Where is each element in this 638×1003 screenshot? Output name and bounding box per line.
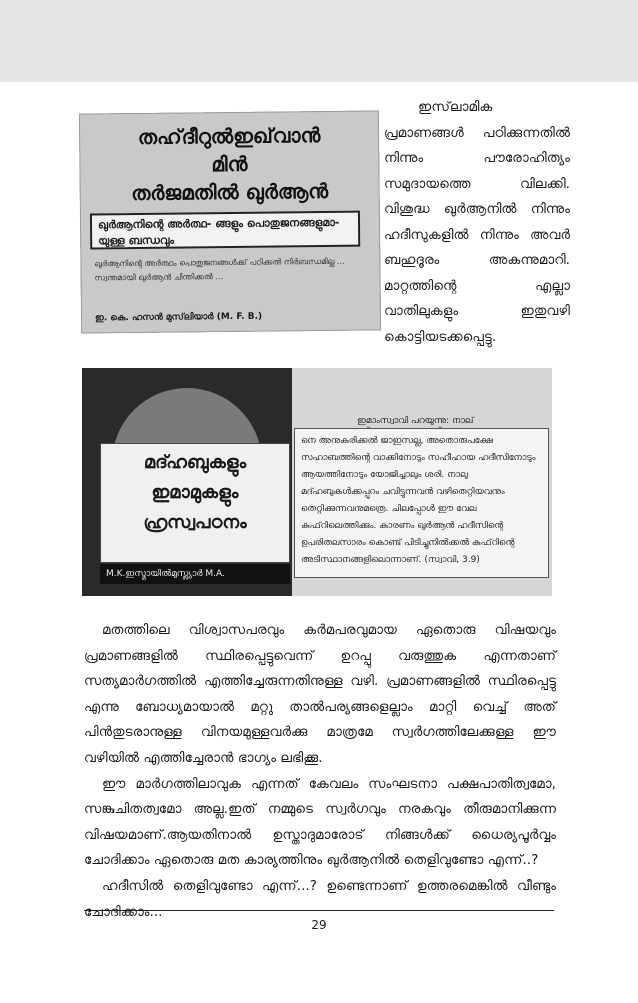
clipping1-boxed-heading: ഖുർആനിന്റെ അർത്ഥ- ങ്ങളും പൊതുജനങ്ങളുമാ- യുള്ള ബന്ധവും xyxy=(90,211,360,250)
poster-line1: മദ്ഹബുകളും xyxy=(143,452,247,473)
poster-author-strip: M.K.ഇസ്മായിൽമുസ്ല്യാർ M.A. xyxy=(100,564,290,584)
quote-heading: ഇമാംസ്വാവി പറയുന്നു: നാല് xyxy=(357,416,474,426)
page-number: 29 xyxy=(311,918,327,932)
side-paragraph xyxy=(384,95,570,350)
main-paragraph-3: ഹദീസിൽ തെളിവുണ്ടോ എന്ന്...? ഉണ്ടെന്നാണ് ഉത്തരമെങ്കിൽ വീണ്ടും ചോദിക്കാം... xyxy=(84,877,556,920)
clipping1-title-line1: തഹ്‌ദീറുൽഇഖ്‌വാൻ xyxy=(137,123,321,149)
clipping2-poster xyxy=(100,443,290,563)
clipping1-title-line3: തർജമതിൽ ഖുർആൻ xyxy=(131,178,329,206)
side-paragraph-text: ഇസ്‌ലാമിക പ്രമാണങ്ങൾ പഠിക്കുന്നതിൽ നിന്നും പൗരോഹിത്യം സമുദായത്തെ വിലക്കി. വിശുദ്ധ ഖുർആനിൽ നിന്നും ഹദീസുകളിൽ നിന്നും അവർ ബഹുദൂരം അകന്നുമാറി. മാറ്റത്തിന്റെ എല്ലാ വാതിലുകളും ഇതുവഴി കൊട്ടിയടക്കപ്പെട്ടു. xyxy=(384,99,570,345)
clipping-tahdeer xyxy=(79,110,381,333)
footer-rule xyxy=(84,910,554,911)
clipping-madhab xyxy=(82,368,552,596)
clipping1-title-line2: മിൻ xyxy=(211,151,248,177)
quote-text: നെ അനുകരിക്കൽ ജാഇസല്ല, അതൊരുപക്ഷേ സഹാബത്തിന്റെ വാക്കിനോടും സഹീഹായ ഹദീസിനോടും ആയത്തിനോടും യോജിച്ചാലും ശരി. നാലു മദ്ഹബുകൾക്കപ്പുറം ചവിട്ടുന്നവൻ വഴിതെറ്റിയവനും തെറ്റിക്കുന്നവനുമത്രെ. ചിലപ്പോൾ ഈ വേല കുഫ്‌റിലെത്തിക്കും. കാരണം ഖുർആൻ ഹദീസിന്റെ ഉപരിതലസാരം കൊണ്ട് പിടിച്ചുനിൽക്കൽ കുഫ്‌റിന്റെ അടിസ്ഥാനങ്ങളിലൊന്നാണ്. xyxy=(301,436,536,565)
clipping1-author: ഇ. കെ. ഹസൻ മുസ്‌ലിയാർ (M. F. B.) xyxy=(94,311,263,324)
main-paragraph-1: മതത്തിലെ വിശ്വാസപരവും കർമപരവുമായ ഏതൊരു വിഷയവും പ്രമാണങ്ങളിൽ സ്ഥിരപ്പെട്ടുവെന്ന് ഉറപ്പു വരുത്തുക എന്നതാണ് സത്യമാർഗത്തിൽ എത്തിച്ചേരുന്നതിനുള്ള വഴി. പ്രമാണങ്ങളിൽ സ്ഥിരപ്പെട്ടു എന്നു ബോധ്യമായാൽ മറ്റു താൽപര്യങ്ങളെല്ലാം മാറ്റി വെച്ച് അത് പിൻതുടരാനുള്ള വിനയമുള്ളവർക്കു മാത്രമേ സ്വർഗത്തിലേക്കുള്ള ഈ വഴിയിൽ എത്തിച്ചേരാൻ ഭാഗ്യം ലഭിക്കൂ. xyxy=(84,622,556,766)
quote-box xyxy=(294,428,549,578)
clipping1-body: ഖുർആനിന്റെ അർത്ഥം പൊതുജനങ്ങൾക്ക് പഠിക്കൽ നിർബന്ധമില്ല ... സ്വന്തമായി ഖുർആൻ ചിന്തിക്കൽ ... xyxy=(94,256,345,283)
poster-line3: ഹ്രസ്വപഠനം xyxy=(143,512,247,533)
main-text xyxy=(84,618,556,925)
quote-citation: (സ്വാവി, 3.9) xyxy=(424,555,480,565)
poster-line2: ഇമാമുകളും xyxy=(151,482,239,503)
top-gray-band xyxy=(0,0,638,82)
main-paragraph-2: ഈ മാർഗത്തിലാവുക എന്നത് കേവലം സംഘടനാ പക്ഷപാതിത്വമോ, സങ്കുചിതത്വമോ അല്ല.ഇത് നമ്മുടെ സ്വർഗവും നരകവും തീരുമാനിക്കുന്ന വിഷയമാണ്.ആയതിനാൽ ഉസ്താദുമാരോട് നിങ്ങൾക്ക് ധൈര്യപൂർവ്വം ചോദിക്കാം ഏതൊരു മത കാര്യത്തിനും ഖുർആനിൽ തെളിവുണ്ടോ എന്ന്..? xyxy=(84,775,556,869)
